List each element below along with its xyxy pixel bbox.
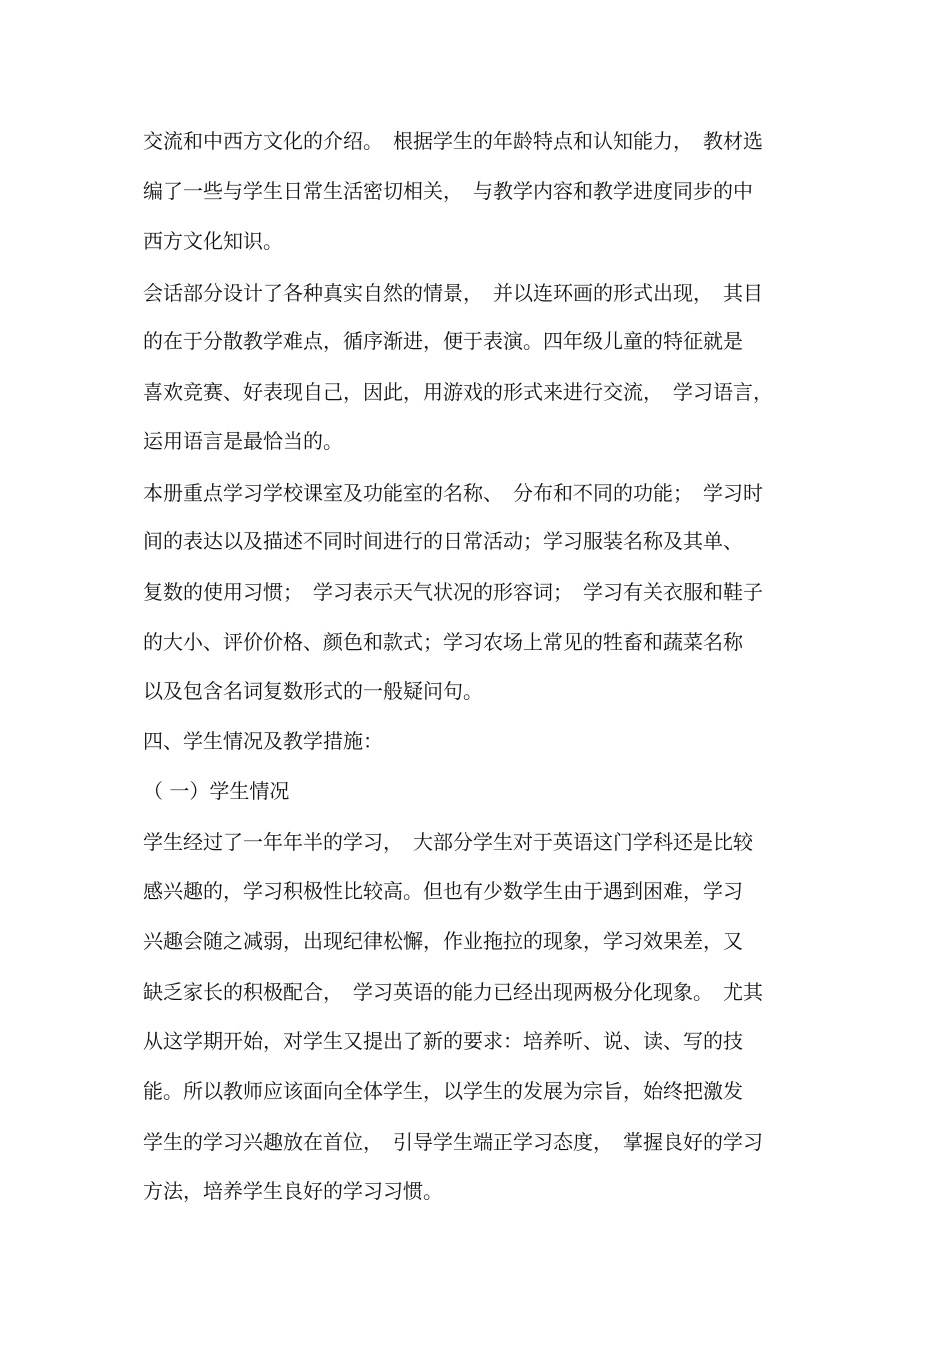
text-line: 的大小、评价价格、颜色和款式；学习农场上常见的牲畜和蔬菜名称 [143,630,743,654]
text-line: 方法，培养学生良好的学习习惯。 [143,1179,443,1203]
text-line: 复数的使用习惯； 学习表示天气状况的形容词； 学习有关衣服和鞋子 [143,580,763,604]
section-heading: 四、学生情况及教学措施： [143,729,383,753]
text-line: 缺乏家长的积极配合， 学习英语的能力已经出现两极分化现象。 尤其 [143,980,763,1004]
text-line: 兴趣会随之减弱，出现纪律松懈，作业拖拉的现象，学习效果差，又 [143,929,743,953]
text-line: 感兴趣的，学习积极性比较高。但也有少数学生由于遇到困难，学习 [143,879,743,903]
text-line: 的在于分散教学难点，循序渐进，便于表演。四年级儿童的特征就是 [143,329,743,353]
text-line: 能。所以教师应该面向全体学生，以学生的发展为宗旨，始终把激发 [143,1079,743,1103]
text-line: 西方文化知识。 [143,229,283,253]
text-line: 以及包含名词复数形式的一般疑问句。 [143,679,483,703]
text-line: 运用语言是最恰当的。 [143,429,343,453]
text-line: 交流和中西方文化的介绍。 根据学生的年龄特点和认知能力， 教材选 [143,129,763,153]
text-line: 本册重点学习学校课室及功能室的名称、 分布和不同的功能； 学习时 [143,481,763,505]
text-line: 会话部分设计了各种真实自然的情景， 并以连环画的形式出现， 其目 [143,281,763,305]
subsection-heading: （ 一）学生情况 [143,779,290,803]
text-line: 从这学期开始，对学生又提出了新的要求：培养听、说、读、写的技 [143,1029,743,1053]
text-line: 编了一些与学生日常生活密切相关， 与教学内容和教学进度同步的中 [143,179,753,203]
text-line: 间的表达以及描述不同时间进行的日常活动；学习服装名称及其单、 [143,529,743,553]
text-line: 喜欢竞赛、好表现自己，因此，用游戏的形式来进行交流， 学习语言， [143,380,773,404]
text-line: 学生经过了一年年半的学习， 大部分学生对于英语这门学科还是比较 [143,830,753,854]
text-line: 学生的学习兴趣放在首位， 引导学生端正学习态度， 掌握良好的学习 [143,1130,763,1154]
